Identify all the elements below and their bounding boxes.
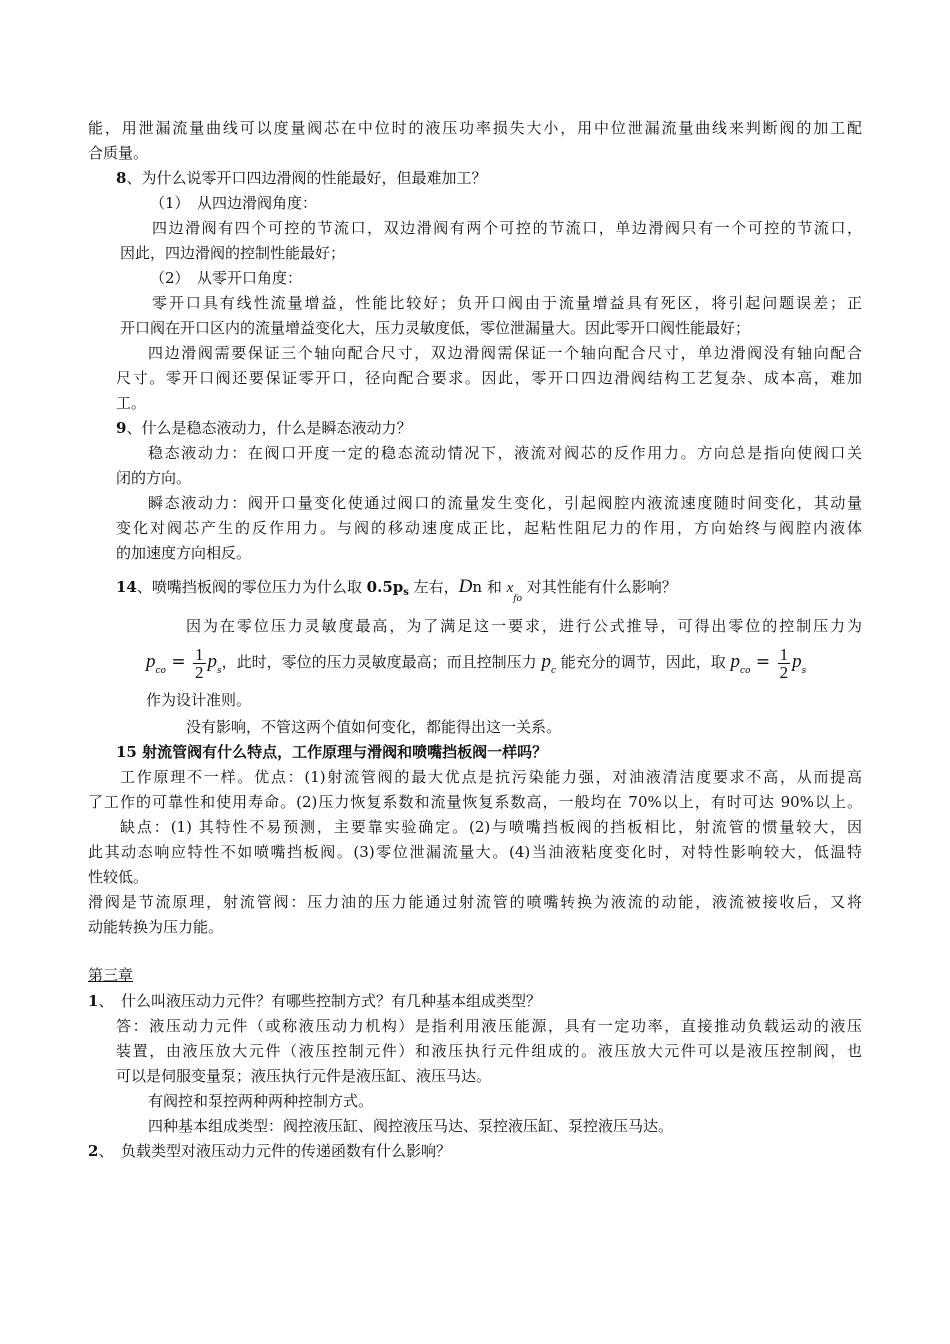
- question-15: 15 射流管阀有什么特点，工作原理与滑阀和喷嘴挡板阀一样吗？: [116, 743, 548, 761]
- fraction-one-half: [193, 646, 206, 681]
- paragraph-line: 装置，由液压放大元件（液压控制元件）和液压执行元件组成的。液压放大元件可以是液压控制阀，也: [116, 1042, 862, 1060]
- denominator: 2: [195, 662, 204, 682]
- paragraph-line: 闭的方向。: [116, 469, 192, 487]
- symbol-x: x: [506, 580, 514, 596]
- paragraph-line: 了工作的可靠性和使用寿命。(2)压力恢复系数和流量恢复系数高，一般均在 70%以上，有时可达 90%以上。: [88, 793, 862, 811]
- subscript-s: s: [217, 666, 222, 676]
- numerator: 1: [779, 644, 789, 664]
- paragraph-line: 四边滑阀有四个可控的节流口，双边滑阀有两个可控的节流口，单边滑阀只有一个可控的节流口，: [152, 219, 862, 237]
- subscript-co: co: [155, 666, 166, 676]
- paragraph-line: 工。: [116, 394, 147, 412]
- paragraph-line: 有阀控和泵控两种两种控制方式。: [148, 1092, 374, 1110]
- symbol-p: p: [541, 651, 551, 672]
- question-9: [116, 418, 411, 438]
- paragraph-line: 此其动态响应特性不如喷嘴挡板阀。(3)零位泄漏流量大。(4)当油液粘度变化时，对特性影响较大，低温特: [88, 843, 862, 861]
- bold-value: 0.5p: [366, 578, 404, 596]
- paragraph-line: 因此，四边滑阀的控制性能最好；: [120, 244, 346, 262]
- chapter-question-2: [88, 1141, 451, 1161]
- paragraph-line: 稳态液动力：在阀口开度一定的稳态流动情况下，液流对阀芯的反作用力。方向总是指向使阀口关: [148, 444, 862, 462]
- question-number: 1: [88, 992, 99, 1010]
- question-14: [116, 576, 677, 604]
- question-8: [116, 168, 486, 188]
- question-number: 8: [116, 169, 127, 187]
- paragraph-line: 性较低。: [88, 868, 149, 886]
- question-text: 对其性能有什么影响？: [522, 578, 677, 596]
- subscript-co: co: [740, 666, 751, 676]
- chapter-question-1: [88, 991, 541, 1011]
- paragraph-line: 尺寸。零开口阀还要保证零开口，径向配合要求。因此，零开口四边滑阀结构工艺复杂、成本高，难加: [116, 369, 862, 387]
- paragraph-line: 四边滑阀需要保证三个轴向配合尺寸，双边滑阀需保证一个轴向配合尺寸，单边滑阀没有轴向配合: [148, 344, 862, 362]
- question-text: 、 负载类型对液压动力元件的传递函数有什么影响？: [98, 1142, 451, 1160]
- point-heading: （1） 从四边滑阀角度：: [150, 194, 318, 212]
- formula-text: 能充分的调节，因此，取: [555, 653, 731, 671]
- symbol-n: n 和: [472, 578, 507, 596]
- equals-sign: =: [750, 652, 776, 672]
- paragraph-line: 答：液压动力元件（或称液压动力机构）是指利用液压能源，具有一定功率，直接推动负载运动的液压: [116, 1017, 862, 1035]
- numerator: 1: [195, 644, 204, 664]
- question-text: 、 什么叫液压动力元件？有哪些控制方式？有几种基本组成类型？: [98, 992, 541, 1010]
- paragraph-line: 的加速度方向相反。: [116, 544, 252, 562]
- paragraph-line: 可以是伺服变量泵；液压执行元件是液压缸、液压马达。: [116, 1067, 492, 1085]
- question-text: 、喷嘴挡板阀的零位压力为什么取: [136, 578, 367, 596]
- paragraph-line: 零开口具有线性流量增益，性能比较好；负开口阀由于流量增益具有死区，将引起问题误差；正: [152, 294, 862, 312]
- paragraph-line: 四种基本组成类型：阀控液压缸、阀控液压马达、泵控液压缸、泵控液压马达。: [148, 1117, 674, 1135]
- subscript-s: s: [801, 666, 807, 676]
- question-number: 9: [116, 419, 127, 437]
- subscript-fo: fo: [513, 594, 523, 604]
- paragraph-line: 变化对阀芯产生的反作用力。与阀的移动速度成正比，起粘性阻尼力的作用，方向始终与阀腔内液体: [116, 519, 862, 537]
- equals-sign: =: [165, 652, 192, 672]
- subscript-c: c: [550, 666, 556, 676]
- question-text: 、什么是稳态液动力，什么是瞬态液动力？: [126, 419, 412, 437]
- paragraph-line: 开口阀在开口区内的流量增益变化大，压力灵敏度低，零位泄漏量大。因此零开口阀性能最好；: [120, 319, 751, 337]
- paragraph-line: 滑阀是节流原理，射流管阀：压力油的压力能通过射流管的喷嘴转换为液流的动能，液流被接收后，又将: [88, 893, 862, 911]
- question-text: 左右，: [408, 578, 459, 596]
- symbol-p: p: [730, 651, 741, 672]
- paragraph-line: 瞬态液动力：阀开口量变化使通过阀口的流量发生变化，引起阀腔内液流速度随时间变化，其动量: [148, 494, 862, 512]
- paragraph-line: 缺点：(1) 其特性不易预测，主要靠实验确定。(2)与喷嘴挡板阀的挡板相比，射流管的惯量较大，因: [120, 818, 862, 836]
- denominator: 2: [779, 662, 789, 682]
- question-number: 2: [88, 1142, 99, 1160]
- formula-line: [146, 640, 806, 684]
- bold-subscript: s: [403, 587, 409, 598]
- paragraph-line: 作为设计准则。: [146, 691, 252, 709]
- chapter-heading: 第三章: [88, 966, 134, 984]
- fraction-one-half: [778, 646, 791, 681]
- paragraph-line: 没有影响，不管这两个值如何变化，都能得出这一关系。: [186, 718, 562, 736]
- point-heading: （2） 从零开口角度：: [150, 269, 303, 287]
- formula-text: ，此时，零位的压力灵敏度最高；而且控制压力: [221, 653, 542, 671]
- symbol-p: p: [207, 651, 218, 672]
- symbol-p: p: [146, 651, 156, 672]
- question-number: 14: [116, 578, 137, 596]
- paragraph-line: 动能转换为压力能。: [88, 918, 224, 936]
- symbol-p: p: [792, 651, 802, 672]
- paragraph-line: 因为在零位压力灵敏度最高，为了满足这一要求，进行公式推导，可得出零位的控制压力为: [186, 617, 862, 635]
- symbol-D: D: [458, 576, 473, 597]
- paragraph-line: 工作原理不一样。优点：(1)射流管阀的最大优点是抗污染能力强，对油液清洁度要求不高，从而提高: [120, 768, 862, 786]
- question-text: 、为什么说零开口四边滑阀的性能最好，但最难加工？: [126, 169, 487, 187]
- paragraph-line: 能，用泄漏流量曲线可以度量阀芯在中位时的液压功率损失大小，用中位泄漏流量曲线来判断阀的加工配: [88, 119, 862, 137]
- paragraph-line: 合质量。: [88, 144, 149, 162]
